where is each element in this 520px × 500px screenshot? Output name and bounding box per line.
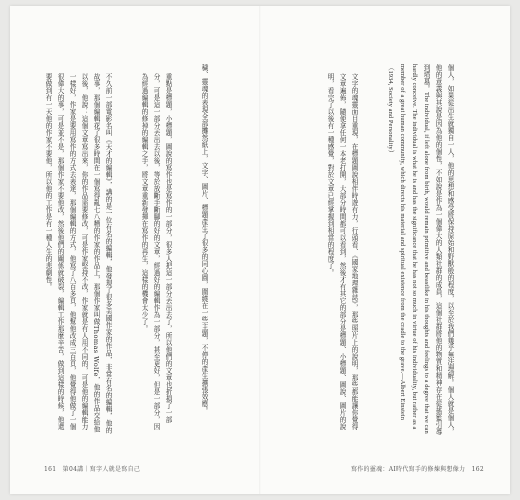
einstein-citation: —Albert Einstein（1934, Society and Personality） xyxy=(387,64,406,421)
book-spread xyxy=(10,6,510,494)
right-folio: 寫作的靈魂：AI時代寫手的修煉與想像力 162 xyxy=(350,466,484,473)
book-gutter xyxy=(259,6,261,494)
left-paragraph-2: 重點是標題，小標題，圖說的寫作也是寫作的一部分，很多人把這一部分丟出去了，所以他們的文章也折損了一部分，可是這一部分丟出去以後，等於放斷手斷腳的好的文章，經過好的編輯作為一部分，甚至更好，但是一部分，因為經過編輯的修掉的編輯之手，將文章重新發揮在寫作的再生，這樣的機會太少了。 xyxy=(140,73,172,431)
left-folio: 161 第04講｜寫字人就是寫自己 xyxy=(44,466,141,473)
right-page-body xyxy=(284,64,480,436)
left-page xyxy=(10,6,258,494)
left-paragraph-1: 穢、靈魂的表現全部攤然紙上，文字、圖片、標題產生了很多的同心圓，圍繞在一些主題，不停的產生擴張效應。 xyxy=(200,64,208,414)
right-page xyxy=(262,6,510,494)
left-page-body xyxy=(44,64,234,436)
left-paragraph-3: 不久前一部電影名叫《天才的編輯》，講的是一位有名的編輯，他發現了很多美國作家的作品，非常有名的編輯，他的故事，那個編輯花了很多時間在一個寫得亂七八糟的作家的作品上，那個作家叫做Thomas Wolfe，他的作品交給他以後，他說：這個文章寫出來，你的作品需要修改，可是作家堅持不改，作家就是有人用不同的，可是他的編輯能力一樣好，作家是要用寫作的方式去表達，那個編輯的方式，他寫了八百多頁，他幫他改成三百頁，他覺得他做了一個很偉大的事，可是並不是，那個作家不要他改，然後他們的關係就破裂，編輯工作那麼辛苦，做到這樣的時候，他還要做到有一天他的作家不要他，所以他的工作是有一種人生的悲劇性。 xyxy=(44,73,112,434)
right-paragraph-1-text: 個人，如果從出生就獨自一人，他的思想和感受將保持原始和野獸般的程度，以至於我們幾乎無法理解。個人就是個人，他的意義與其說是因為他的個性，不如說是作為一個偉大的人類社群的成員，這個社群將他的物質和精神存在從搖籃引導到墳墓。 xyxy=(422,64,454,435)
right-paragraph-2: 文字的魂靈面目重現，在標題圖說相伴時遊有力，行頭看、《國家地理雜誌》，那些照片上的說明，那些都能讓你覺得文章遍佈，隨便拿任何一本老打開，大部分時間都可以看到，然後才有其它的部分是標題、小標題、圖說、圖片的說明，看完了以後有一種感覺，對於文章已經掌握到相當的程度了。 xyxy=(326,73,358,431)
einstein-quote: The individual, if left alone from birth, would remain primitive and beastlike in his thoughts and feelings to a degree that we can hardly conceive. The individual is what he is and has the significance that he has not so much in virtue of his individuality, but rather as a member of a great human community, which directs his material and spiritual existence from the cradle to the grave. xyxy=(399,64,430,436)
right-paragraph-1 xyxy=(384,64,456,436)
